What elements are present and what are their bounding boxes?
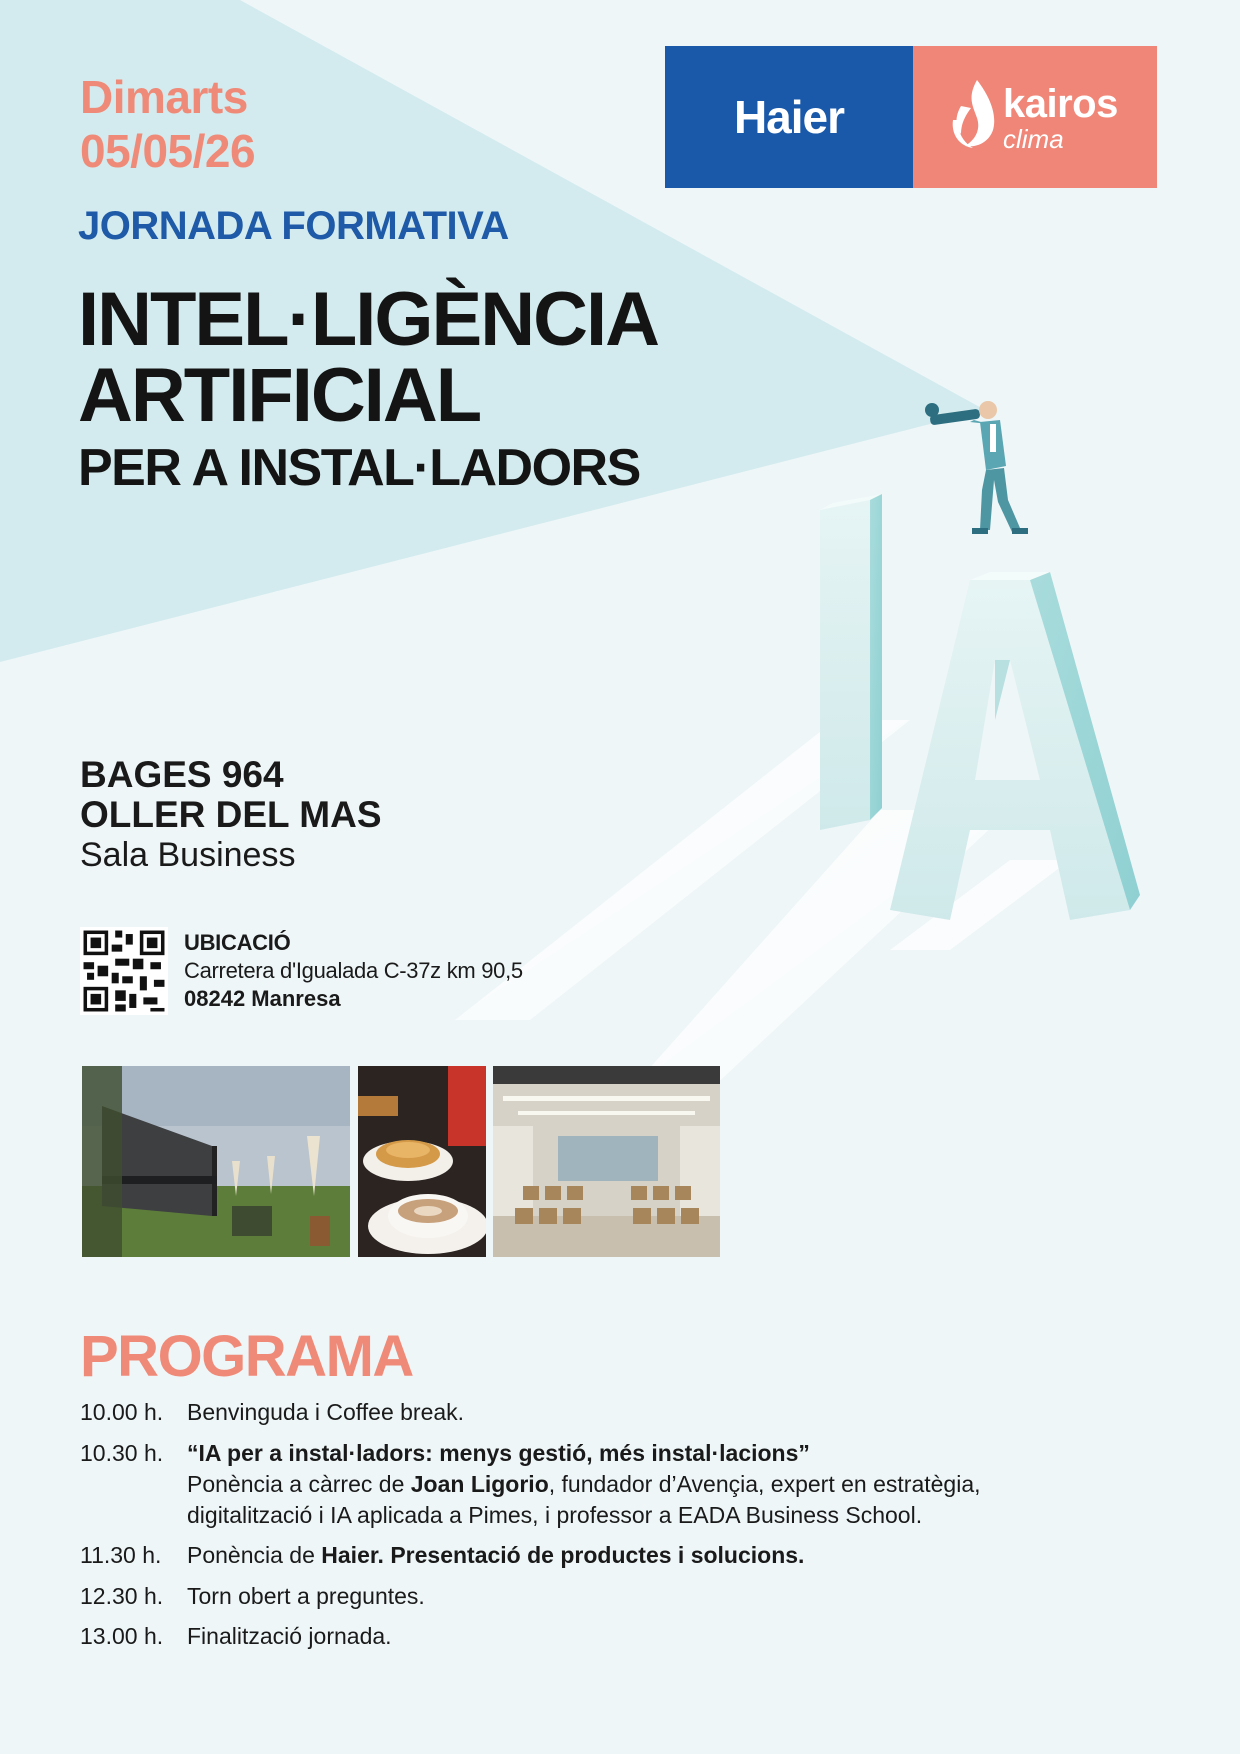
location-qr-code[interactable] xyxy=(80,927,168,1015)
kairos-logo-name: kairos xyxy=(1003,82,1118,126)
program-talk-title: “IA per a instal·ladors: menys gestió, més instal·lacions” xyxy=(187,1440,810,1466)
ia-3d-illustration xyxy=(450,390,1240,1110)
event-subtitle: JORNADA FORMATIVA xyxy=(78,204,509,248)
location-label: UBICACIÓ xyxy=(184,930,291,955)
program-talk-speaker-bio: digitalització i IA aplicada a Pimes, i professor a EADA Business School. xyxy=(187,1502,923,1528)
business-room-photo xyxy=(493,1066,720,1257)
speaker-name: Joan Ligorio xyxy=(410,1471,549,1497)
speaker-suffix: , fundador d’Avençia, expert en estratègia, xyxy=(548,1471,981,1497)
program-talk-speaker-line xyxy=(187,1471,1087,1498)
venue-name-line1: BAGES 964 xyxy=(80,754,284,795)
kairos-logo-sub: clima xyxy=(1003,124,1064,154)
haier-logo xyxy=(665,46,913,188)
location-address: Carretera d'Igualada C-37z km 90,5 xyxy=(184,958,523,983)
telescope-figure xyxy=(925,401,1028,534)
venue-exterior-photo xyxy=(82,1066,350,1257)
venue-room: Sala Business xyxy=(80,836,296,874)
program-item-haier xyxy=(187,1542,1087,1569)
program-item-text: Finalització jornada. xyxy=(187,1623,392,1649)
event-date: 05/05/26 xyxy=(80,125,256,177)
kairos-clima-logo xyxy=(913,46,1157,188)
coffee-croissant-photo xyxy=(358,1066,486,1257)
event-day: Dimarts xyxy=(80,71,248,123)
speaker-prefix: Ponència a càrrec de xyxy=(187,1471,411,1497)
event-title-line3: PER A INSTAL·LADORS xyxy=(78,439,640,497)
program-time: 13.00 h. xyxy=(80,1623,164,1649)
program-time: 12.30 h. xyxy=(80,1583,164,1609)
program-item-text: Torn obert a preguntes. xyxy=(187,1583,425,1609)
flame-icon xyxy=(947,76,999,152)
haier-talk-title: Haier. Presentació de productes i solucions. xyxy=(321,1542,805,1568)
program-heading: PROGRAMA xyxy=(80,1324,413,1389)
location-city: 08242 Manresa xyxy=(184,986,341,1011)
program-time: 10.00 h. xyxy=(80,1399,164,1425)
program-time: 10.30 h. xyxy=(80,1440,164,1466)
event-title-line1: INTEL·LIGÈNCIA xyxy=(78,277,658,362)
haier-talk-prefix: Ponència de xyxy=(187,1542,322,1568)
haier-logo-text: Haier xyxy=(733,91,845,143)
program-item-text: Benvinguda i Coffee break. xyxy=(187,1399,465,1425)
event-title-line2: ARTIFICIAL xyxy=(78,353,481,438)
program-time: 11.30 h. xyxy=(80,1542,162,1568)
venue-name-line2: OLLER DEL MAS xyxy=(80,794,382,835)
